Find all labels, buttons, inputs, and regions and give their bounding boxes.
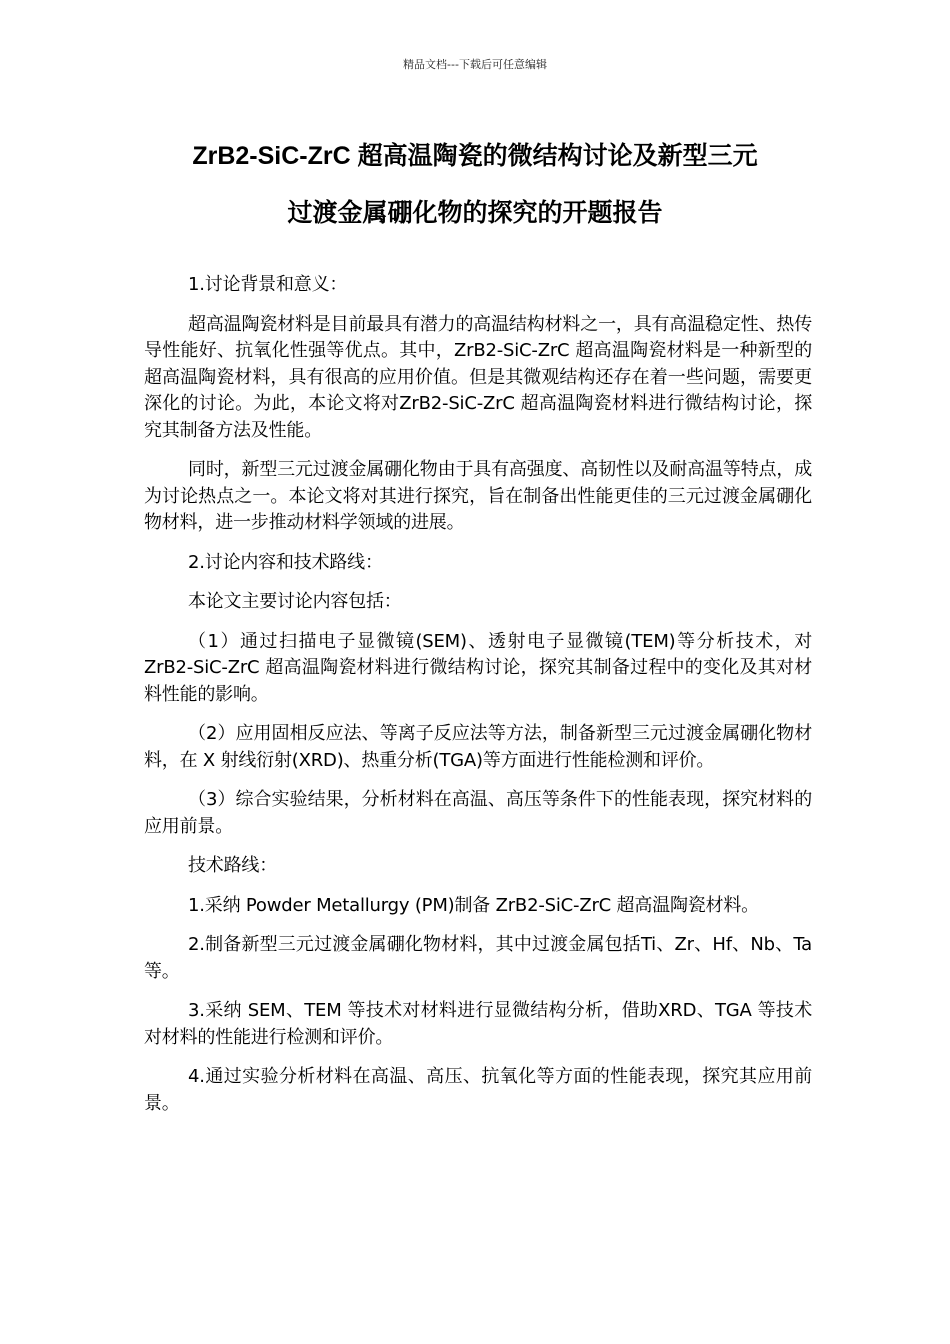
route-step-3: 3.采纳 SEM、TEM 等技术对材料进行显微结构分析，借助XRD、TGA 等技术对材料的性能进行检测和评价。 <box>144 1000 812 1048</box>
route-step-1: 1.采纳 Powder Metallurgy (PM)制备 ZrB2-SiC-ZrC 超高温陶瓷材料。 <box>188 894 759 916</box>
list-item-content-2: （2）应用固相反应法、等离子反应法等方法，制备新型三元过渡金属硼化物材料，在 X 射线衍射(XRD)、热重分析(TGA)等方面进行性能检测和评价。 <box>144 723 812 771</box>
section-heading-content-route: 2.讨论内容和技术路线： <box>188 551 383 573</box>
route-step-2: 2.制备新型三元过渡金属硼化物材料，其中过渡金属包括Ti、Zr、Hf、Nb、Ta 等。 <box>144 934 812 982</box>
document-body <box>144 272 812 1130</box>
paragraph-uhtc-intro: 超高温陶瓷材料是目前最具有潜力的高温结构材料之一，具有高温稳定性、热传导性能好、抗氧化性强等优点。其中，ZrB2-SiC-ZrC 超高温陶瓷材料是一种新型的超高温陶瓷材料，具有很高的应用价值。但是其微观结构还存在着一些问题，需要更深化的讨论。为此，本论文将对ZrB2-SiC-ZrC 超高温陶瓷材料进行微结构讨论，探究其制备方法及性能。 <box>144 313 812 441</box>
document-title-line-1: ZrB2-SiC-ZrC 超高温陶瓷的微结构讨论及新型三元 <box>192 142 758 170</box>
paragraph-ternary-borides: 同时，新型三元过渡金属硼化物由于具有高强度、高韧性以及耐高温等特点，成为讨论热点之一。本论文将对其进行探究，旨在制备出性能更佳的三元过渡金属硼化物材料，进一步推动材料学领域的进展。 <box>144 459 812 533</box>
section-heading-background: 1.讨论背景和意义： <box>188 274 348 295</box>
list-item-content-1: （1）通过扫描电子显微镜(SEM)、透射电子显微镜(TEM)等分析技术，对 ZrB2-SiC-ZrC 超高温陶瓷材料进行微结构讨论，探究其制备过程中的变化及其对材料性能的影响。 <box>144 630 812 705</box>
document-title-line-2: 过渡金属硼化物的探究的开题报告 <box>287 199 663 227</box>
list-item-content-3: （3）综合实验结果，分析材料在高温、高压等条件下的性能表现，探究材料的应用前景。 <box>144 789 812 837</box>
section-heading-technical-route: 技术路线： <box>188 855 277 876</box>
route-step-4: 4.通过实验分析材料在高温、高压、抗氧化等方面的性能表现，探究其应用前景。 <box>144 1066 812 1114</box>
page-header: 精品文档---下载后可任意编辑 <box>403 58 547 71</box>
paragraph-main-content-intro: 本论文主要讨论内容包括： <box>188 591 402 612</box>
